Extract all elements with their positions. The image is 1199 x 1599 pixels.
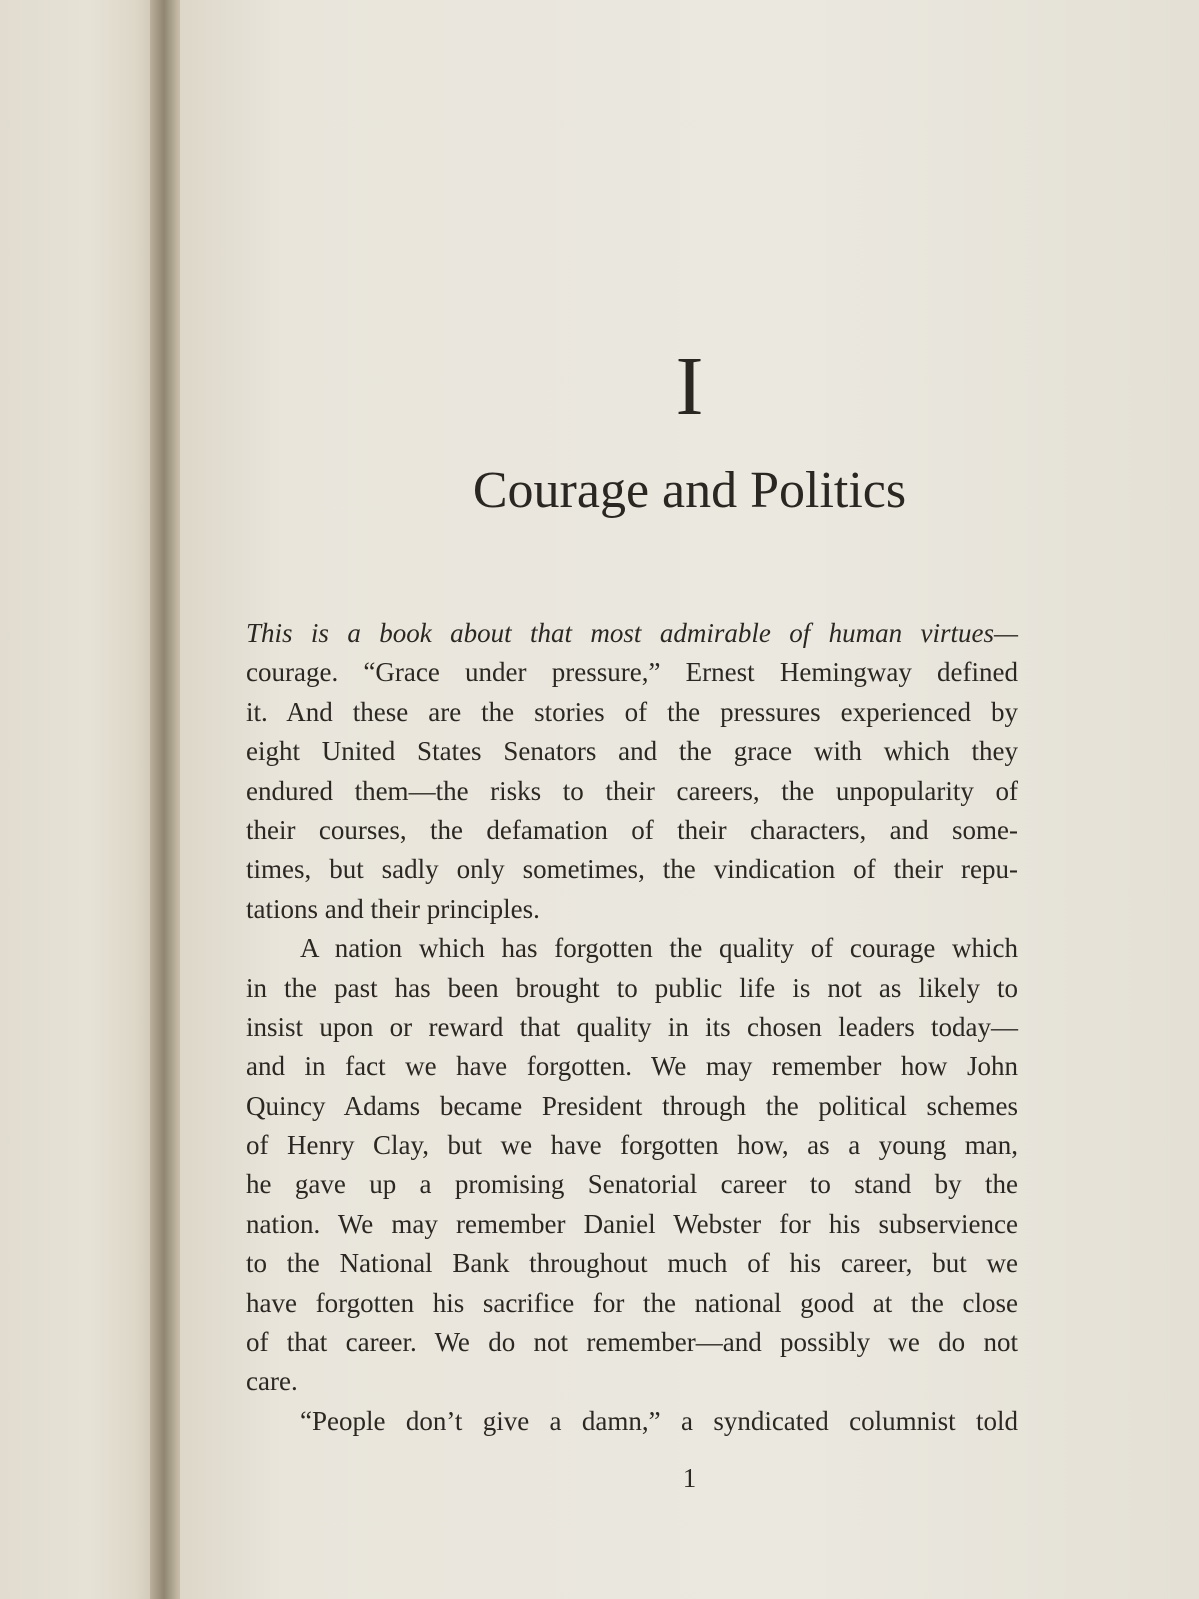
text-line: nation. We may remember Daniel Webster for his subservience	[246, 1208, 1018, 1239]
text-line: to the National Bank throughout much of his career, but we	[246, 1248, 1018, 1279]
text-line: insist upon or reward that quality in its chosen leaders today—	[246, 1011, 1018, 1042]
paragraph-1	[246, 614, 1018, 929]
text-line: A nation which has forgotten the quality of courage which	[300, 933, 1018, 964]
text-line: endured them—the risks to their careers, the unpopularity of	[246, 775, 1018, 806]
text-line: their courses, the defamation of their characters, and some-	[246, 814, 1018, 845]
text-line: courage. “Grace under pressure,” Ernest Hemingway defined	[246, 657, 1018, 688]
chapter-title: Courage and Politics	[472, 462, 907, 519]
text-line: tations and their principles.	[246, 893, 540, 924]
text-line: eight United States Senators and the grace with which they	[246, 736, 1018, 767]
text-line: Quincy Adams became President through the political schemes	[246, 1090, 1018, 1121]
text-line: have forgotten his sacrifice for the national good at the close	[246, 1287, 1018, 1318]
text-line: of Henry Clay, but we have forgotten how, as a young man,	[246, 1130, 1018, 1161]
facing-page	[0, 0, 160, 1599]
paragraph-3	[246, 1402, 1018, 1441]
text-line: in the past has been brought to public life is not as likely to	[246, 972, 1018, 1003]
paragraph-2	[246, 929, 1018, 1402]
text-line: he gave up a promising Senatorial career to stand by the	[246, 1169, 1018, 1200]
text-line: This is a book about that most admirable of human virtues—	[246, 618, 1018, 648]
body-text	[246, 614, 1018, 1441]
chapter-number: I	[675, 340, 704, 433]
page-number: 1	[682, 1463, 697, 1493]
text-line: times, but sadly only sometimes, the vindication of their repu-	[246, 854, 1018, 885]
text-line: it. And these are the stories of the pressures experienced by	[246, 696, 1018, 727]
text-line: and in fact we have forgotten. We may remember how John	[246, 1051, 1018, 1082]
text-line: “People don’t give a damn,” a syndicated columnist told	[300, 1405, 1018, 1436]
text-line: care.	[246, 1366, 298, 1397]
text-line: of that career. We do not remember—and possibly we do not	[246, 1327, 1018, 1358]
